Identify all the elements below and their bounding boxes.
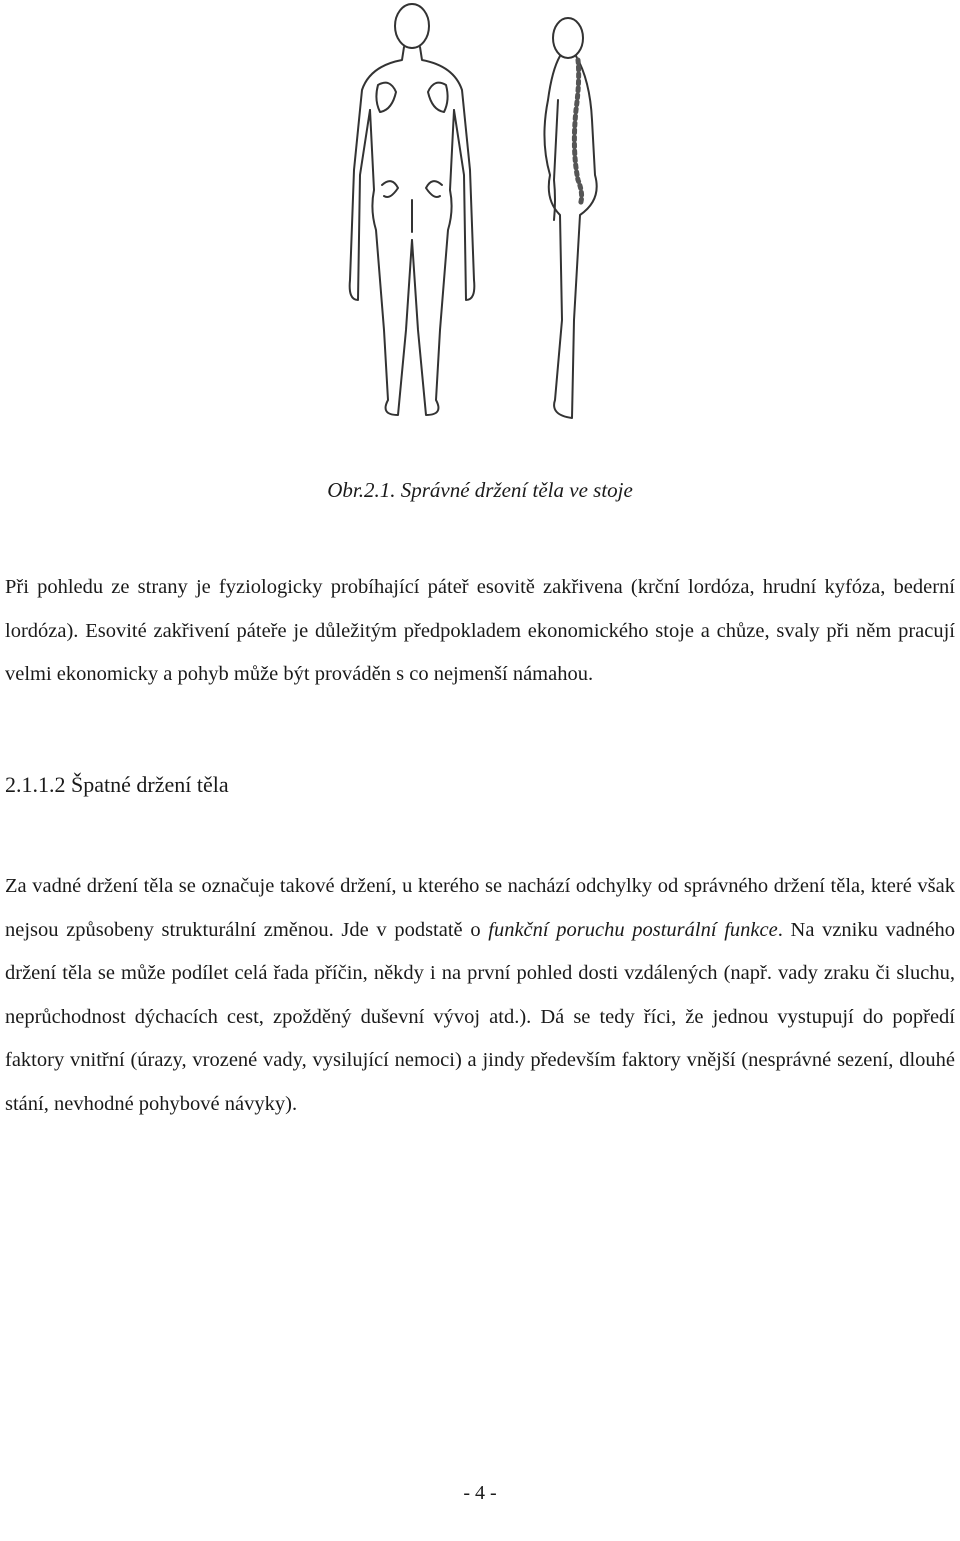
- paragraph-emphasis: funkční poruchu posturální funkce: [488, 918, 778, 941]
- posture-illustration: [340, 0, 630, 430]
- back-view-figure: [350, 4, 475, 415]
- side-view-figure: [544, 18, 596, 418]
- page-number: - 4 -: [463, 1482, 497, 1504]
- paragraph-text-before: Za vadné držení těla se označuje takové držení, u kterého se nachází odchylky od správného držení těla, které však nejsou způsobeny strukturální změnou. Jde v podstatě o: [5, 875, 955, 941]
- paragraph-text-after: . Na vzniku vadného držení těla se může podílet celá řada příčin, někdy i na první pohled dosti vzdálených (např. vady zraku či sluchu, neprůchodnost dýchacích cest, zpožděný duševní vývoj atd.). Dá se tedy říci, že jednou vystupují do popředí faktory vnitřní (úrazy, vrozené vady, vysilující nemoci) a jindy především faktory vnější (nesprávné sezení, dlouhé stání, nevhodné pohybové návyky).: [5, 918, 956, 1115]
- paragraph-posture-curvature: Při pohledu ze strany je fyziologicky probíhající páteř esovitě zakřivena (krční lordóza, hrudní kyfóza, bederní lordóza). Esovité zakřivení páteře je důležitým předpokladem ekonomického stoje a chůze, svaly při něm pracují velmi ekonomicky a pohyb může být prováděn s co nejmenší námahou.: [5, 576, 955, 686]
- figure-caption: Obr.2.1. Správné držení těla ve stoje: [327, 478, 633, 502]
- paragraph-bad-posture: [5, 865, 955, 1127]
- section-heading: 2.1.1.2 Špatné držení těla: [5, 772, 229, 797]
